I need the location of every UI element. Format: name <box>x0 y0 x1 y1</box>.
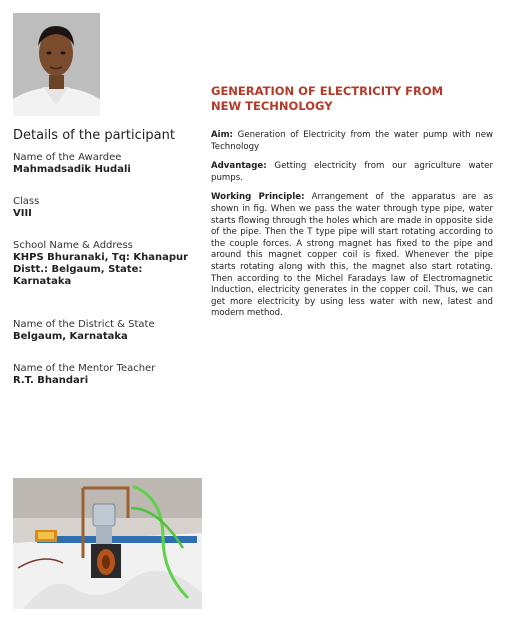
advantage-paragraph <box>211 161 493 184</box>
district-label: Name of the District & State <box>13 319 155 330</box>
school-value-line2: Distt.: Belgaum, State: Karnataka <box>13 264 143 287</box>
aim-paragraph <box>211 130 493 153</box>
school-value-line1: KHPS Bhuranaki, Tq: Khanapur <box>13 252 189 263</box>
advantage-label: Advantage: <box>211 161 267 172</box>
mentor-label: Name of the Mentor Teacher <box>13 363 156 374</box>
section-heading: Details of the participant <box>13 128 175 143</box>
project-title <box>211 84 501 114</box>
awardee-label: Name of the Awardee <box>13 152 122 163</box>
mentor-value: R.T. Bhandari <box>13 375 89 386</box>
class-value: VIII <box>13 208 32 219</box>
aim-label: Aim: <box>211 130 233 140</box>
project-title-line2: NEW TECHNOLOGY <box>211 99 333 113</box>
advantage-text: Getting electricity from our agriculture water pumps. <box>211 161 493 183</box>
project-description <box>211 130 493 328</box>
principle-text: Arrangement of the apparatus are as shown in fig. When we pass the water through type pipe, water starts flowing through the holes which are made in opposite side of the pipe. Then the T type pipe will start rotating according to the couple forces. A strong magnet has fixed to the pipe and around this magnet copper coil is fixed. Whenever the pipe starts rotating along with this, the magnet also start rotating. Then according to the Michel Faradays law of Electromagnetic Induction, electricity generates in the copper coil. Thus, we can get more electricity by using less water with new, latest and modern method. <box>211 192 493 319</box>
class-label: Class <box>13 196 40 207</box>
participant-photo <box>13 13 100 116</box>
principle-paragraph <box>211 192 493 320</box>
aim-text: Generation of Electricity from the water pump with new Technology <box>211 130 494 152</box>
project-title-line1: GENERATION OF ELECTRICITY FROM <box>211 84 444 98</box>
participant-details <box>13 128 203 387</box>
principle-label: Working Principle: <box>211 192 305 203</box>
district-value: Belgaum, Karnataka <box>13 331 128 342</box>
awardee-value: Mahmadsadik Hudali <box>13 164 131 175</box>
apparatus-photo <box>13 478 202 609</box>
school-label: School Name & Address <box>13 240 133 251</box>
